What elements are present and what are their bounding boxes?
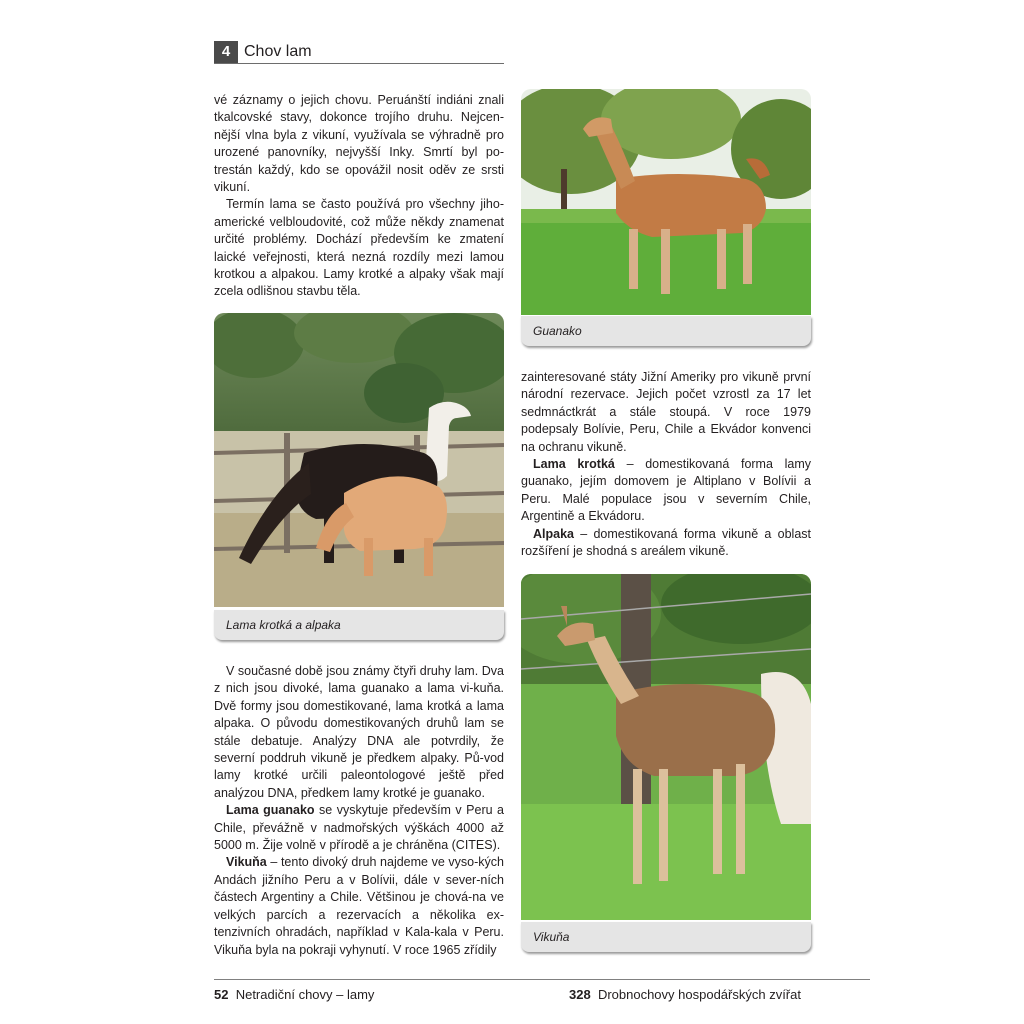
paragraph-text: – tento divoký druh najdeme ve vyso-kých Andách jižního Peru a v Bolívii, dále v sever-ních částech Argentiny a Chile. Většinou je chová-na ve velkých parcích a rezervacích a několika ex-tenzivních ohradách, například v Kala-kala v Peru. Vikuňa byla na pokraji vyhynutí. V roce 1965 zřídily [214, 855, 504, 957]
paragraph [214, 802, 504, 854]
term-lama-krotka: Lama krotká [533, 457, 615, 472]
paragraph-text: se vyskytuje především v Peru a Chile, převážně v nadmořských výškách 4000 až 5000 m. Žije volně v přírodě a je chráněna (CITES). [214, 803, 505, 853]
page-number: 52 [214, 987, 229, 1002]
term-vikuna: Vikuňa [226, 855, 267, 870]
paragraph: zainteresované státy Jižní Ameriky pro vikuně první národní rezervace. Jejich počet vzrostl za 17 let sedmnáctkrát a stále stoupá. V roce 1979 podepsaly Bolívie, Peru, Chile a Ekvádor konvenci na ochranu vikuně. [521, 370, 811, 454]
paragraph-text: – domestikovaná forma vikuně a oblast rozšíření je shodná s areálem vikuně. [521, 526, 811, 559]
running-title: Netradiční chovy – lamy [235, 987, 375, 1002]
caption-text: Vikuňa [533, 930, 570, 944]
paragraph: Termín lama se často používá pro všechny jiho-americké velbloudovité, což může někdy znamenat určité problémy. Dochází především ke zmatení laické veřejnosti, která nezná rozdíly mezi lamou krotkou a alpakou. Lamy krotké a alpaky však mají zcela odlišnou stavbu těla. [214, 197, 504, 299]
left-column-top [214, 92, 504, 301]
chapter-title: Chov lam [244, 43, 312, 60]
caption-guanako [521, 316, 811, 346]
paragraph: vé záznamy o jejich chovu. Peruánští indiáni znali tkalcovské stavy, dokonce trojího druhu. Nejcen-nější vlna byla z vikuní, využívala se výhradně pro urozené panovníky, nejvyšší Inky. Smrtí byl po-trestán každý, kdo se opovážil nosit oděv ze srsti vikuní. [214, 93, 504, 195]
caption-text: Lama krotká a alpaka [226, 618, 341, 632]
paragraph [521, 456, 811, 526]
paragraph [214, 854, 504, 958]
caption-lama-alpaka [214, 610, 504, 640]
header-rule [214, 63, 504, 64]
chapter-number: 4 [214, 41, 238, 63]
photo-lama-alpaka [214, 313, 504, 607]
paragraph-text: – domestikovaná forma lamy guanako, jejím domovem je Altiplano v Bolívii a Peru. Malé populace jsou v severním Chile, Argentině a Ekvádoru. [521, 457, 812, 524]
photo-vikuna [521, 574, 811, 920]
book-title: Drobnochovy hospodářských zvířat [597, 987, 801, 1002]
term-alpaka: Alpaka [533, 526, 574, 541]
footer-rule [214, 979, 870, 980]
term-lama-guanako: Lama guanako [226, 803, 315, 818]
footer-right [569, 986, 801, 1004]
paragraph: V současné době jsou známy čtyři druhy lam. Dva z nich jsou divoké, lama guanako a lama vi-kuňa. Dvě formy jsou domestikované, lama krotká a lama alpaka. O původu domestikovaných druhů lam se stále debatuje. Analýzy DNA ale potvrdily, že severní poddruh vikuně je předkem alpaky. Pů-vod lamy krotké určili paleontologové ještě před analýzou DNA, předkem lamy krotké je guanako. [214, 664, 504, 800]
right-column-text [521, 369, 811, 560]
footer-left [214, 986, 374, 1004]
caption-text: Guanako [533, 324, 582, 338]
paragraph [521, 526, 811, 561]
book-page-number: 328 [569, 987, 591, 1002]
left-column-bottom [214, 663, 504, 959]
photo-guanako [521, 89, 811, 315]
caption-vikuna [521, 922, 811, 952]
